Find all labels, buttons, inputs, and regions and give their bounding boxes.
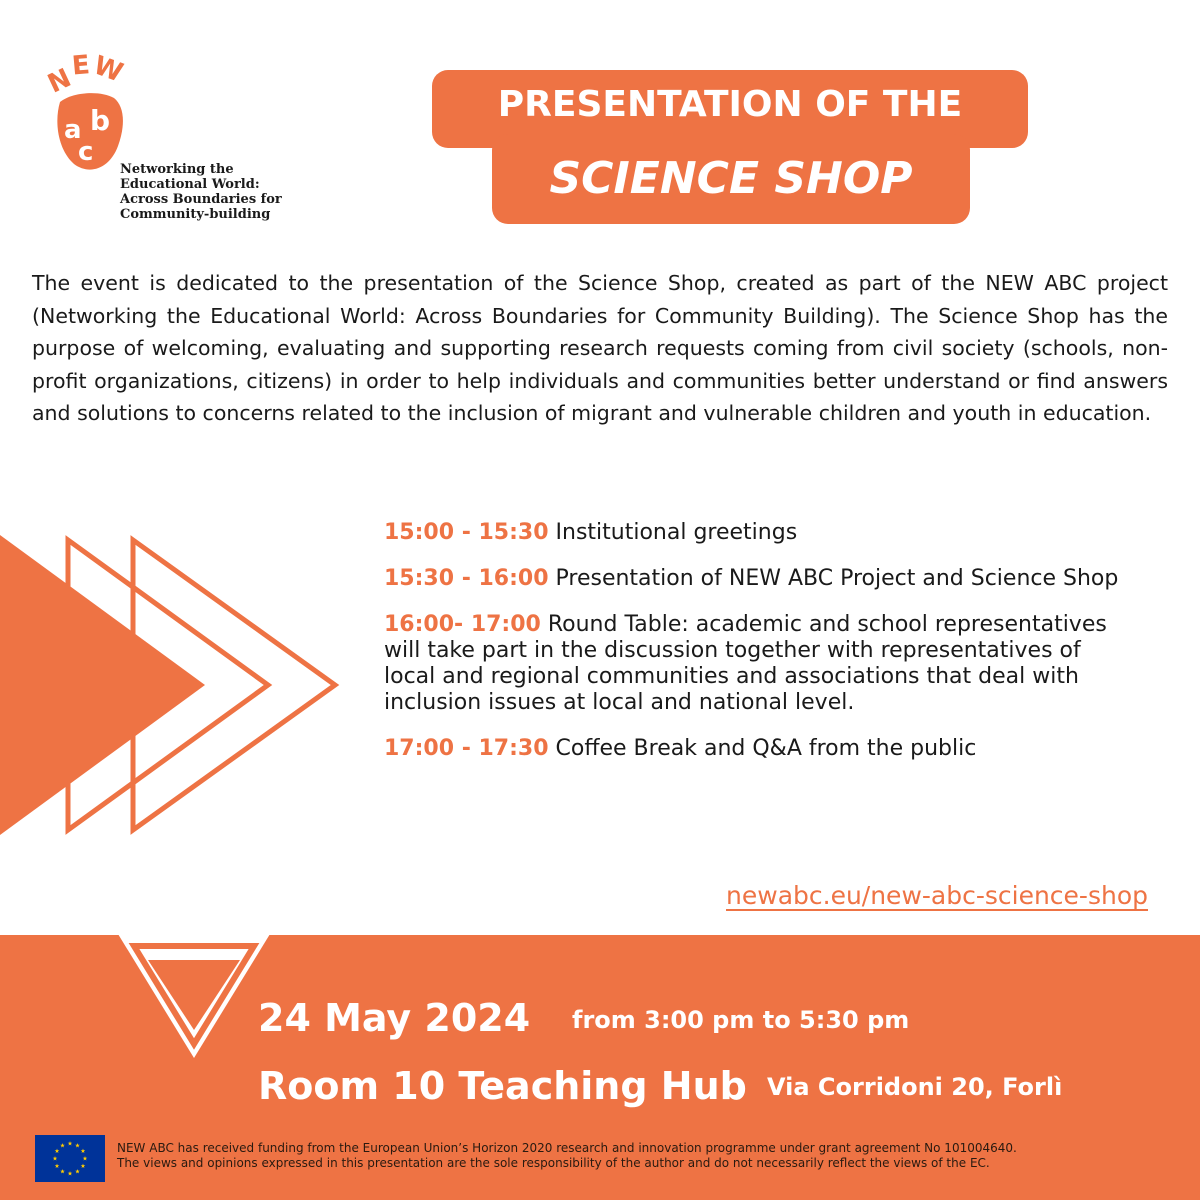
funding-line: The views and opinions expressed in this presentation are the sole responsibility of the author and do not necessarily reflect the views of the EC.	[117, 1156, 990, 1170]
intro-paragraph: The event is dedicated to the presentation of the Science Shop, created as part of the NEW ABC project (Networking the Educational World: Across Boundaries for Community Building). The Science Shop has the purpose of welcoming, evaluating and supporting research requests coming from civil society (schools, non-profit organizations, citizens) in order to help individuals and communities better understand or find answers and solutions to concerns related to the inclusion of migrant and vulnerable children and youth in education.	[32, 271, 1168, 425]
agenda-item	[384, 612, 1124, 716]
eu-flag-icon	[35, 1135, 105, 1182]
tagline-line: Educational World:	[120, 177, 260, 192]
new-abc-logo-icon	[40, 50, 130, 180]
funding-notice	[117, 1141, 1187, 1171]
event-address: Via Corridoni 20, Forlì	[767, 1073, 1063, 1101]
science-shop-link[interactable]: newabc.eu/new-abc-science-shop	[726, 881, 1148, 910]
logo-letter-e: E	[70, 50, 92, 82]
agenda-text: Round Table: academic and school representatives will take part in the discussion together with representatives of local and regional communities and associations that deal with inclusion issues at local and national level.	[384, 612, 1107, 715]
triple-chevron-arrows-icon	[0, 535, 345, 835]
agenda-item	[384, 520, 1124, 546]
tagline-line: Networking the	[120, 162, 234, 177]
title-line-1: PRESENTATION OF THE	[432, 70, 1028, 148]
agenda-text: Institutional greetings	[555, 520, 798, 545]
agenda-item	[384, 566, 1124, 592]
logo-letter-w: W	[89, 50, 127, 89]
agenda-text: Presentation of NEW ABC Project and Science Shop	[555, 566, 1119, 591]
logo-letter-b: b	[90, 104, 111, 137]
agenda-text: Coffee Break and Q&A from the public	[555, 736, 977, 761]
logo-letter-n: N	[43, 63, 76, 100]
agenda-time: 17:00 - 17:30	[384, 736, 549, 761]
agenda-time: 16:00- 17:00	[384, 612, 541, 637]
agenda-time: 15:00 - 15:30	[384, 520, 549, 545]
tagline-line: Community-building	[120, 207, 271, 222]
agenda-item	[384, 736, 1124, 762]
agenda-time: 15:30 - 16:00	[384, 566, 549, 591]
event-time: from 3:00 pm to 5:30 pm	[572, 1006, 910, 1034]
event-date: 24 May 2024	[258, 996, 531, 1040]
funding-line: NEW ABC has received funding from the European Union’s Horizon 2020 research and innovation programme under grant agreement No 101004640.	[117, 1141, 1017, 1155]
event-room: Room 10 Teaching Hub	[258, 1064, 747, 1108]
logo-letter-a: a	[64, 115, 82, 145]
logo-letter-c: c	[78, 137, 94, 167]
agenda	[384, 520, 1124, 782]
tagline-line: Across Boundaries for	[120, 192, 282, 207]
banner-chevron-icon	[118, 934, 270, 1058]
title-line-2: SCIENCE SHOP	[492, 134, 970, 224]
logo-tagline	[120, 162, 320, 222]
